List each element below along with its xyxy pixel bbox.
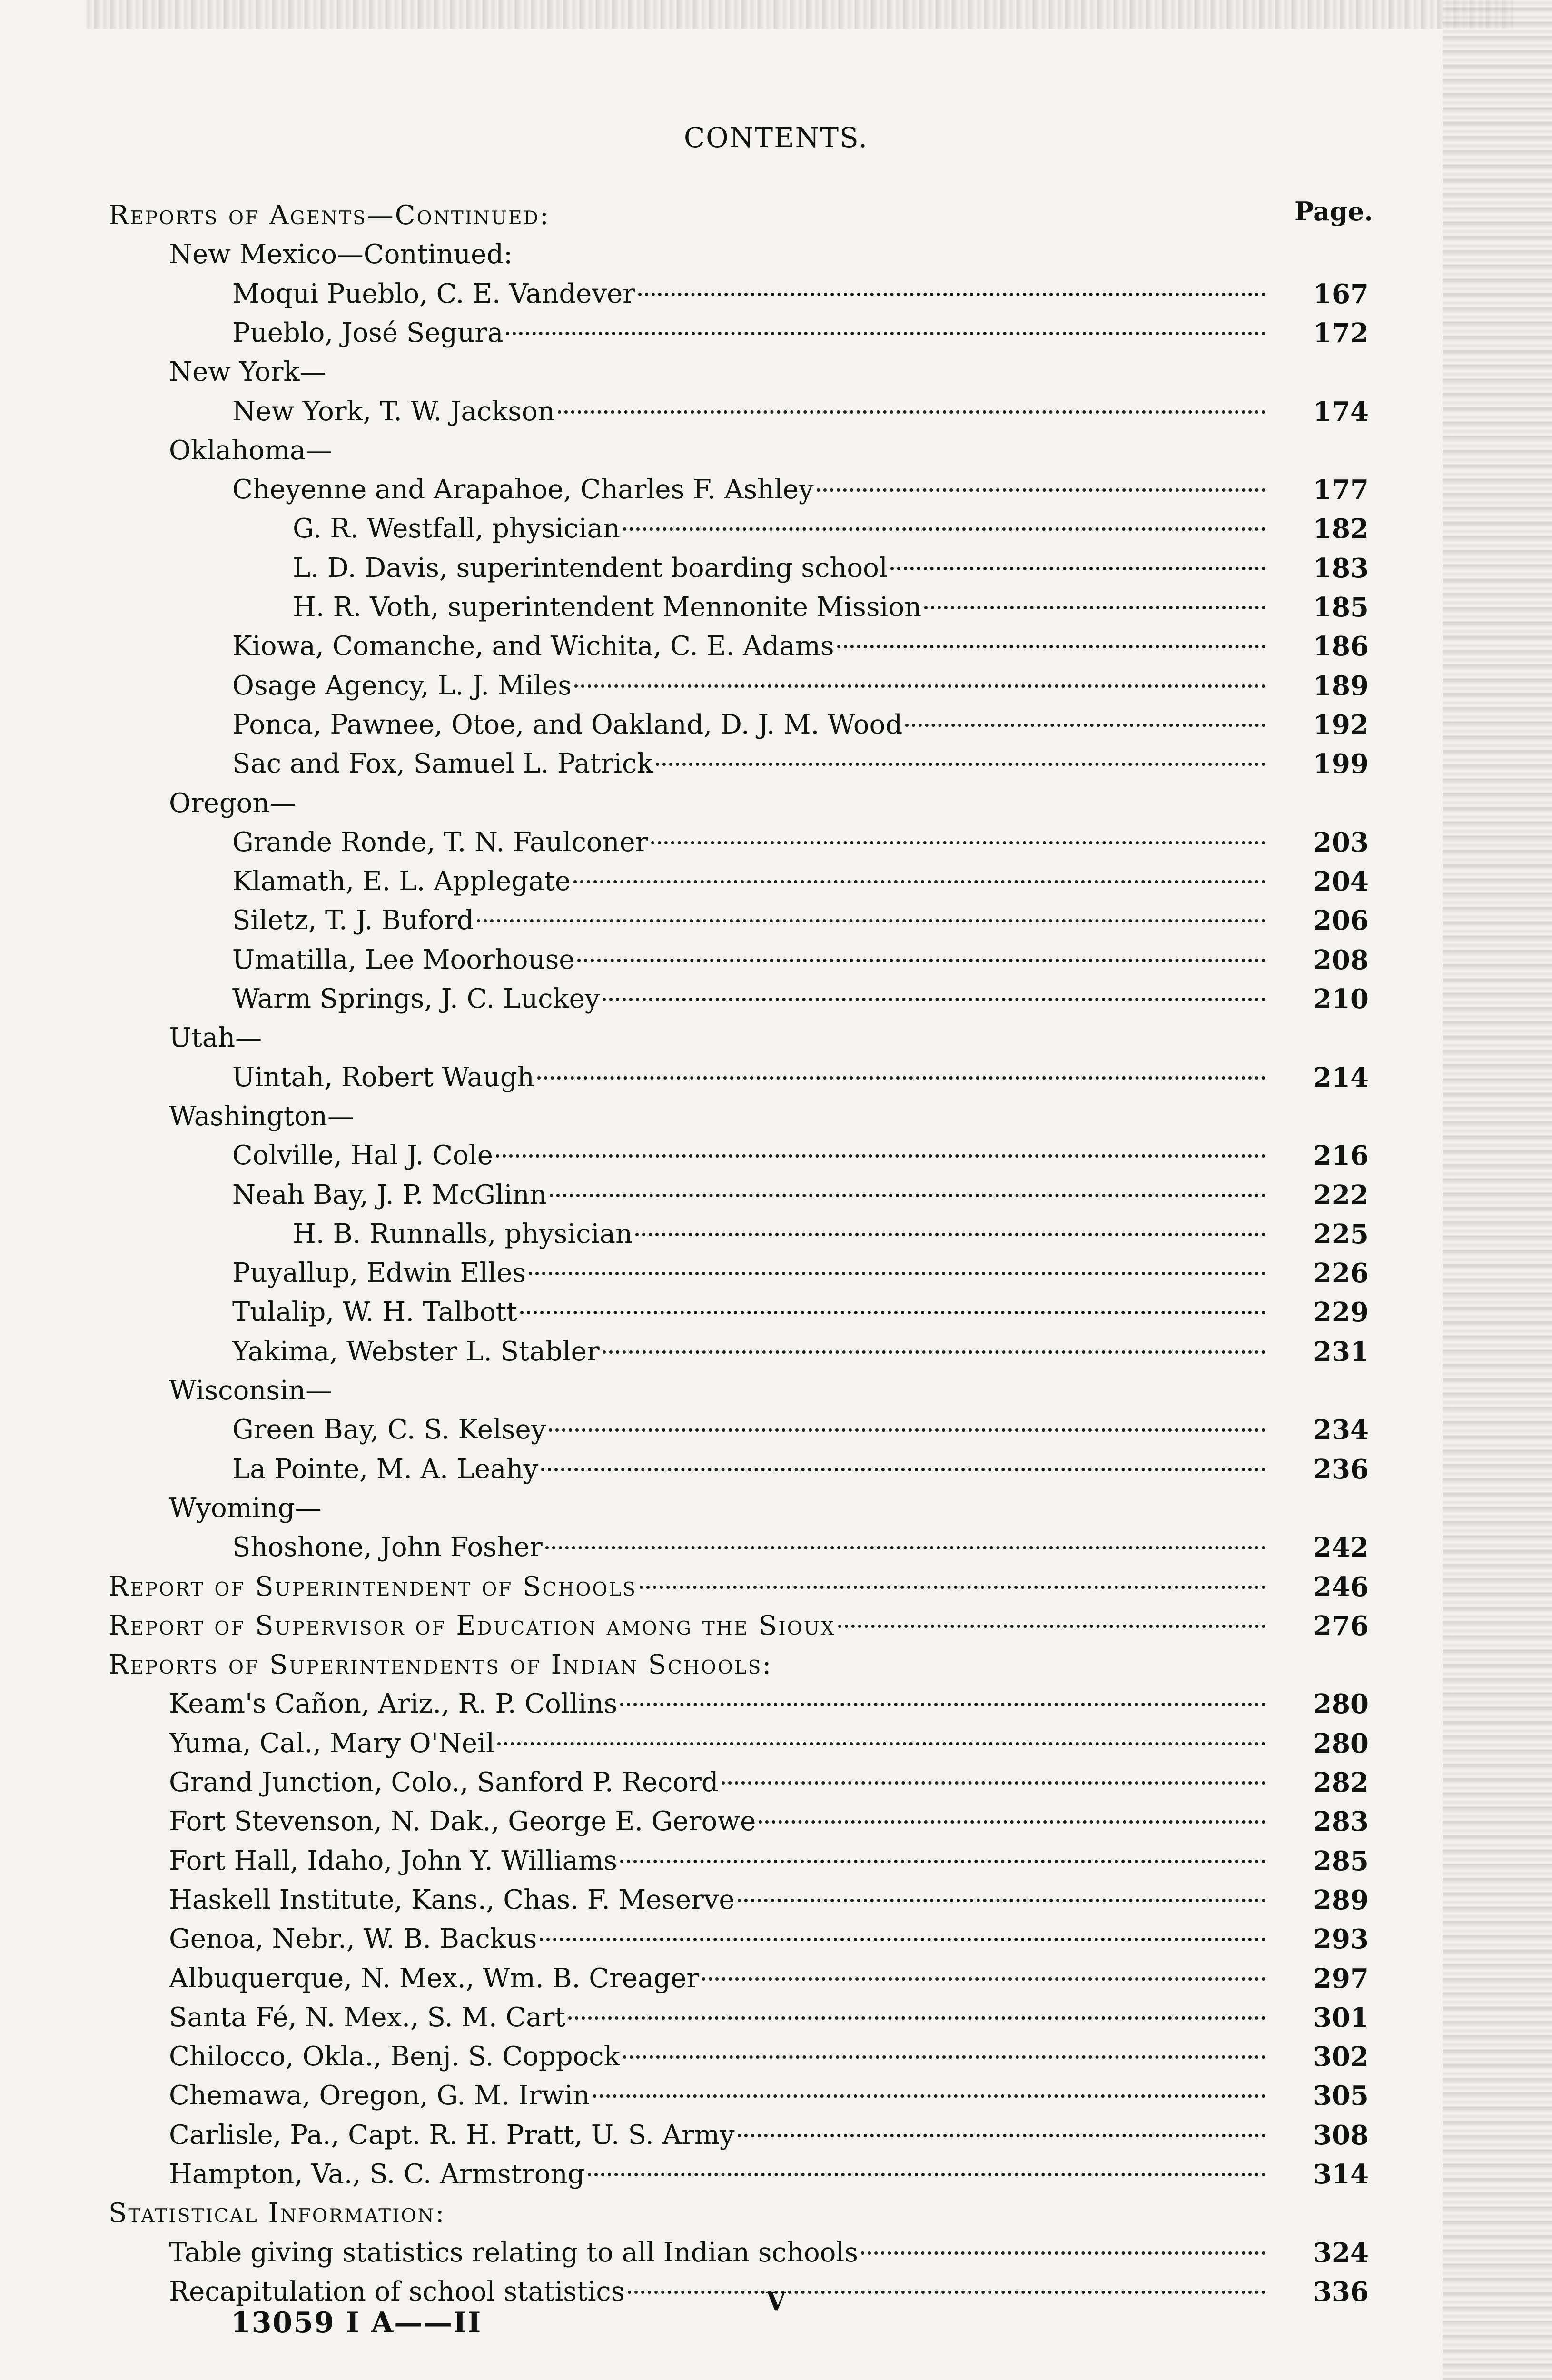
toc-entry <box>109 1606 1268 1646</box>
toc-entry <box>293 549 1268 588</box>
toc-row <box>0 275 1552 314</box>
toc-entry-label: Siletz, T. J. Buford <box>232 905 474 936</box>
dot-leader <box>817 488 1265 492</box>
toc-row <box>0 1685 1552 1724</box>
toc-entry-label: Keam's Cañon, Ariz., R. P. Collins <box>169 1688 618 1720</box>
dot-leader <box>738 2134 1265 2137</box>
toc-row <box>0 2076 1552 2115</box>
toc-row <box>0 1842 1552 1881</box>
toc-page-number: 297 <box>1313 1963 1369 1994</box>
toc-entry-label: H. R. Voth, superintendent Mennonite Mission <box>293 592 922 623</box>
toc-entry-label: Oklahoma— <box>169 435 333 466</box>
toc-page-number: 226 <box>1313 1258 1369 1289</box>
toc-page-number: 302 <box>1313 2041 1369 2073</box>
toc-row <box>0 862 1552 901</box>
toc-entry <box>169 1019 262 1058</box>
toc-entry <box>169 2155 1268 2194</box>
dot-leader <box>656 763 1265 766</box>
toc-page-number: 199 <box>1313 748 1369 780</box>
toc-row <box>0 1371 1552 1410</box>
toc-page-number: 182 <box>1313 513 1369 545</box>
toc-entry-label: Reports of Agents—Continued: <box>109 200 550 231</box>
toc-row <box>0 549 1552 588</box>
dot-leader <box>837 645 1265 648</box>
toc-entry-label: Pueblo, José Segura <box>232 317 504 348</box>
toc-entry <box>169 353 326 392</box>
toc-row <box>0 1724 1552 1763</box>
toc-entry <box>109 2194 446 2233</box>
toc-entry-label: Wisconsin— <box>169 1375 333 1406</box>
toc-entry-label: Oregon— <box>169 787 297 819</box>
toc-entry-label: Santa Fé, N. Mex., S. M. Cart <box>169 2002 565 2033</box>
toc-row <box>0 1489 1552 1528</box>
dot-leader <box>545 1546 1265 1549</box>
toc-page-number: 301 <box>1313 2002 1369 2033</box>
toc-row <box>0 1881 1552 1920</box>
toc-row <box>0 2155 1552 2194</box>
toc-entry-label: Albuquerque, N. Mex., Wm. B. Creager <box>169 1963 700 1994</box>
toc-entry <box>232 1332 1268 1371</box>
toc-row <box>0 1332 1552 1371</box>
toc-entry-label: Genoa, Nebr., W. B. Backus <box>169 1924 537 1955</box>
toc-entry <box>232 275 1268 314</box>
toc-row <box>0 2037 1552 2076</box>
dot-leader <box>702 1977 1265 1981</box>
toc-page-number: 216 <box>1313 1140 1369 1172</box>
toc-entry <box>232 1136 1268 1175</box>
toc-entry <box>232 1450 1268 1489</box>
toc-page-number: 324 <box>1313 2237 1369 2269</box>
toc-row <box>0 470 1552 509</box>
toc-row <box>0 744 1552 783</box>
toc-entry-label: G. R. Westfall, physician <box>293 513 620 545</box>
toc-page-number: 172 <box>1313 317 1369 349</box>
toc-entry <box>169 1097 354 1136</box>
toc-entry-label: Washington— <box>169 1101 354 1132</box>
toc-page-number: 285 <box>1313 1845 1369 1877</box>
toc-entry-label: New York— <box>169 357 326 388</box>
dot-leader <box>838 1625 1265 1628</box>
toc-page-number: 336 <box>1313 2276 1369 2308</box>
dot-leader <box>722 1781 1265 1785</box>
toc-entry <box>169 1998 1268 2037</box>
dot-leader <box>603 1350 1265 1354</box>
toc-entry <box>169 2037 1268 2076</box>
toc-page-number: 289 <box>1313 1884 1369 1916</box>
toc-entry <box>109 196 550 235</box>
toc-entry-label: Uintah, Robert Waugh <box>232 1061 534 1093</box>
dot-leader <box>603 998 1265 1001</box>
toc-row <box>0 784 1552 823</box>
toc-row <box>0 509 1552 548</box>
toc-entry <box>169 235 513 274</box>
toc-entry <box>232 980 1268 1019</box>
toc-page-number: 225 <box>1313 1218 1369 1250</box>
dot-leader <box>623 2055 1265 2059</box>
toc-page-number: 189 <box>1313 670 1369 702</box>
toc-entry <box>232 1254 1268 1293</box>
dot-leader <box>529 1272 1265 1275</box>
toc-entry <box>169 1959 1268 1998</box>
dot-leader <box>497 1742 1265 1745</box>
toc-entry <box>169 1724 1268 1763</box>
toc-entry-label: Green Bay, C. S. Kelsey <box>232 1414 546 1446</box>
toc-row <box>0 235 1552 274</box>
toc-page-number: 206 <box>1313 905 1369 937</box>
toc-entry-label: H. B. Runnalls, physician <box>293 1218 633 1250</box>
toc-row <box>0 1019 1552 1058</box>
toc-page-number: 186 <box>1313 631 1369 663</box>
dot-leader <box>549 1428 1265 1432</box>
toc-entry-label: Carlisle, Pa., Capt. R. H. Pratt, U. S. Army <box>169 2119 735 2151</box>
toc-page-number: 210 <box>1313 983 1369 1015</box>
page-title: CONTENTS. <box>683 121 869 154</box>
dot-leader <box>520 1311 1265 1314</box>
toc-row <box>0 1528 1552 1567</box>
dot-leader <box>558 410 1265 414</box>
toc-page-number: 185 <box>1313 592 1369 623</box>
dot-leader <box>568 2016 1265 2020</box>
toc-row <box>0 392 1552 431</box>
toc-entry <box>169 431 332 470</box>
toc-entry-label: Shoshone, John Fosher <box>232 1532 543 1563</box>
toc-entry-label: Report of Supervisor of Education among the Sioux <box>109 1610 836 1641</box>
toc-entry-label: Umatilla, Lee Moorhouse <box>232 944 575 975</box>
dot-leader <box>477 919 1265 922</box>
toc-page-number: 183 <box>1313 552 1369 584</box>
toc-entry <box>169 2076 1268 2115</box>
dot-leader <box>861 2251 1265 2255</box>
toc-page-number: 214 <box>1313 1061 1369 1093</box>
toc-entry-label: Ponca, Pawnee, Otoe, and Oakland, D. J. M. Wood <box>232 709 903 740</box>
toc-entry <box>169 2116 1268 2155</box>
toc-entry <box>232 705 1268 744</box>
toc-entry <box>169 1371 332 1410</box>
toc-entry-label: Utah— <box>169 1022 262 1054</box>
dot-leader <box>577 959 1265 962</box>
toc-entry <box>232 627 1268 666</box>
toc-entry <box>293 588 1268 627</box>
toc-entry-label: Report of Superintendent of Schools <box>109 1571 637 1602</box>
toc-row <box>0 1920 1552 1959</box>
toc-page-number: 305 <box>1313 2080 1369 2112</box>
dot-leader <box>540 1938 1265 1941</box>
toc-entry <box>109 1567 1268 1606</box>
toc-entry-label: Puyallup, Edwin Elles <box>232 1258 526 1289</box>
toc-entry <box>169 2233 1268 2272</box>
toc-page-number: 293 <box>1313 1924 1369 1955</box>
toc-row <box>0 941 1552 980</box>
toc-page-number: 236 <box>1313 1453 1369 1485</box>
toc-row <box>0 823 1552 862</box>
toc-row <box>0 1176 1552 1215</box>
toc-row <box>0 2116 1552 2155</box>
toc-entry-label: Hampton, Va., S. C. Armstrong <box>169 2159 585 2190</box>
toc-page-number: 280 <box>1313 1688 1369 1720</box>
dot-leader <box>924 606 1265 609</box>
toc-row <box>0 980 1552 1019</box>
toc-entry-label: Klamath, E. L. Applegate <box>232 866 571 897</box>
dot-leader <box>537 1076 1265 1080</box>
toc-page-number: 231 <box>1313 1336 1369 1368</box>
toc-entry-label: L. D. Davis, superintendent boarding school <box>293 552 888 584</box>
toc-entry-label: Chilocco, Okla., Benj. S. Coppock <box>169 2041 620 2073</box>
toc-entry <box>232 470 1268 509</box>
toc-entry-label: Moqui Pueblo, C. E. Vandever <box>232 278 635 309</box>
toc-row <box>0 2194 1552 2233</box>
dot-leader <box>623 527 1265 531</box>
toc-entry <box>232 1410 1268 1449</box>
toc-entry-label: Chemawa, Oregon, G. M. Irwin <box>169 2080 590 2112</box>
toc-entry <box>169 1685 1268 1724</box>
toc-entry-label: Warm Springs, J. C. Luckey <box>232 983 600 1014</box>
toc-entry-label: Yakima, Webster L. Stabler <box>232 1336 600 1367</box>
toc-page-number: 282 <box>1313 1767 1369 1798</box>
toc-entry-label: Wyoming— <box>169 1492 322 1524</box>
toc-entry <box>169 1881 1268 1920</box>
toc-row <box>0 1763 1552 1802</box>
toc-page-number: 283 <box>1313 1806 1369 1838</box>
toc-entry <box>232 666 1268 705</box>
toc-page-number: 280 <box>1313 1727 1369 1759</box>
toc-entry-label: Osage Agency, L. J. Miles <box>232 670 572 701</box>
toc-row <box>0 901 1552 940</box>
toc-entry-label: Sac and Fox, Samuel L. Patrick <box>232 748 653 780</box>
toc-page-number: 314 <box>1313 2159 1369 2190</box>
toc-page-number: 192 <box>1313 709 1369 741</box>
toc-page-number: 204 <box>1313 866 1369 898</box>
toc-entry-label: Neah Bay, J. P. McGlinn <box>232 1179 547 1210</box>
toc-entry-label: Fort Hall, Idaho, John Y. Williams <box>169 1845 617 1876</box>
dot-leader <box>573 880 1265 883</box>
toc-page-number: 276 <box>1313 1610 1369 1642</box>
toc-entry <box>293 509 1268 548</box>
toc-entry-label: Fort Stevenson, N. Dak., George E. Gerowe <box>169 1806 756 1837</box>
toc-row <box>0 1136 1552 1175</box>
toc-page-number: 246 <box>1313 1571 1369 1603</box>
toc-row <box>0 1215 1552 1254</box>
toc-row <box>0 196 1552 235</box>
toc-page-number: 229 <box>1313 1297 1369 1329</box>
toc-entry-label: New Mexico—Continued: <box>169 239 513 270</box>
toc-entry <box>169 1920 1268 1959</box>
dot-leader <box>620 1703 1265 1706</box>
toc-row <box>0 705 1552 744</box>
toc-entry <box>232 941 1268 980</box>
toc-entry <box>232 1528 1268 1567</box>
toc-row <box>0 1959 1552 1998</box>
toc-page-number: 234 <box>1313 1414 1369 1446</box>
toc-row <box>0 1293 1552 1332</box>
dot-leader <box>640 1586 1265 1589</box>
toc-row <box>0 2233 1552 2272</box>
dot-leader <box>635 1233 1265 1236</box>
toc-entry-label: Grande Ronde, T. N. Faulconer <box>232 826 648 858</box>
toc-page-number: 174 <box>1313 396 1369 427</box>
toc-entry-label: La Pointe, M. A. Leahy <box>232 1453 539 1485</box>
toc-row <box>0 666 1552 705</box>
toc-row <box>0 1097 1552 1136</box>
dot-leader <box>496 1154 1265 1158</box>
dot-leader <box>550 1194 1265 1197</box>
toc-entry <box>169 1802 1268 1841</box>
toc-row <box>0 1802 1552 1841</box>
toc-entry <box>232 314 1268 353</box>
toc-row <box>0 431 1552 470</box>
toc-page-number: 222 <box>1313 1179 1369 1211</box>
toc-entry-label: New York, T. W. Jackson <box>232 396 555 427</box>
dot-leader <box>738 1899 1265 1902</box>
toc-row <box>0 1254 1552 1293</box>
toc-entry-label: Tulalip, W. H. Talbott <box>232 1297 517 1328</box>
toc-entry-label: Statistical Information: <box>109 2198 446 2229</box>
toc-entry-label: Yuma, Cal., Mary O'Neil <box>169 1727 495 1759</box>
toc-row <box>0 353 1552 392</box>
toc-entry-label: Table giving statistics relating to all Indian schools <box>169 2237 859 2268</box>
toc-entry <box>232 901 1268 940</box>
toc-entry <box>232 862 1268 901</box>
toc-page-number: 308 <box>1313 2119 1369 2151</box>
toc-entry <box>169 1763 1268 1802</box>
toc-entry <box>232 392 1268 431</box>
page-folio: V <box>766 2287 786 2316</box>
scan-edge-top <box>86 0 1513 29</box>
toc-page-number: 177 <box>1313 474 1369 506</box>
toc-entry <box>232 1293 1268 1332</box>
toc-entry <box>169 1842 1268 1881</box>
dot-leader <box>541 1468 1265 1471</box>
toc-entry-label: Colville, Hal J. Cole <box>232 1140 493 1171</box>
toc-entry-label: Haskell Institute, Kans., Chas. F. Meserve <box>169 1884 735 1915</box>
dot-leader <box>593 2094 1265 2098</box>
toc-row <box>0 1606 1552 1646</box>
dot-leader <box>506 332 1265 335</box>
toc-entry-label: Reports of Superintendents of Indian Schools: <box>109 1649 773 1681</box>
dot-leader <box>905 724 1265 727</box>
dot-leader <box>620 1860 1265 1863</box>
toc-row <box>0 1410 1552 1449</box>
dot-leader <box>890 567 1265 570</box>
toc-entry <box>169 1489 322 1528</box>
toc-entry <box>293 1215 1268 1254</box>
dot-leader <box>759 1820 1265 1824</box>
page-column-header: Page. <box>1295 196 1374 227</box>
dot-leader <box>588 2173 1265 2176</box>
toc-entry-label: Cheyenne and Arapahoe, Charles F. Ashley <box>232 474 814 506</box>
toc-row <box>0 627 1552 666</box>
toc-page-number: 203 <box>1313 826 1369 858</box>
toc-entry <box>232 1176 1268 1215</box>
toc-row <box>0 1567 1552 1606</box>
toc-entry-label: Grand Junction, Colo., Sanford P. Record <box>169 1767 719 1798</box>
toc-entry <box>169 784 296 823</box>
toc-entry <box>232 823 1268 862</box>
toc-entry <box>232 1058 1268 1097</box>
toc-row <box>0 1646 1552 1685</box>
dot-leader <box>638 293 1265 296</box>
toc-row <box>0 1450 1552 1489</box>
toc-entry-label: Recapitulation of school statistics <box>169 2276 625 2307</box>
toc-entry <box>232 744 1268 783</box>
toc-row <box>0 1998 1552 2037</box>
toc-entry-label: Kiowa, Comanche, and Wichita, C. E. Adams <box>232 631 834 662</box>
toc-page-number: 242 <box>1313 1532 1369 1564</box>
dot-leader <box>651 841 1266 844</box>
toc-row <box>0 314 1552 353</box>
dot-leader <box>574 684 1265 688</box>
toc-row <box>0 1058 1552 1097</box>
toc-page-number: 208 <box>1313 944 1369 976</box>
toc-row <box>0 588 1552 627</box>
toc-entry <box>109 1646 772 1685</box>
printer-signature: 13059 I A——II <box>231 2306 482 2340</box>
toc-page-number: 167 <box>1313 278 1369 310</box>
